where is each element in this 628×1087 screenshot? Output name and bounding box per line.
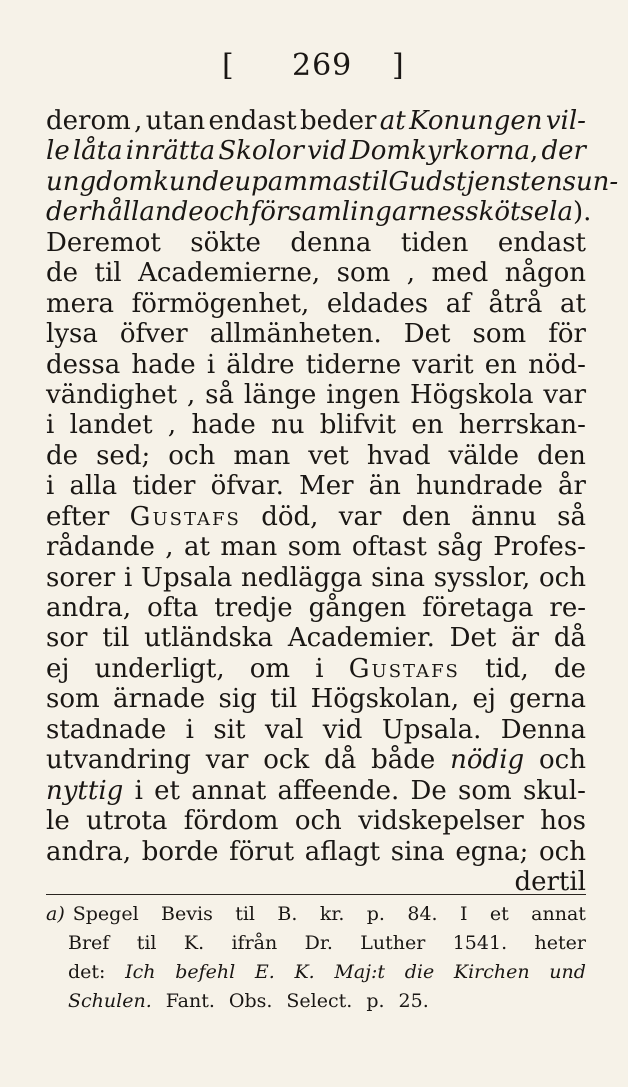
word: hundrade xyxy=(416,471,543,502)
word: le xyxy=(46,806,70,837)
text-line xyxy=(46,502,586,532)
word: vändighet xyxy=(46,379,178,410)
word: församlingarnes xyxy=(250,197,466,228)
word: oftast xyxy=(351,532,427,563)
text-line xyxy=(46,563,586,593)
text-line xyxy=(46,806,586,836)
word: andra, xyxy=(46,593,132,623)
word: borde xyxy=(141,836,219,867)
word: beder xyxy=(299,106,377,136)
text-line xyxy=(46,684,586,714)
page-number: 269 xyxy=(292,48,353,83)
word: 1541. xyxy=(452,932,508,954)
word: underligt, xyxy=(94,653,225,684)
word: endast xyxy=(497,227,586,258)
text-line xyxy=(46,532,586,562)
text-line xyxy=(46,380,586,410)
word: p. xyxy=(366,903,385,925)
header-bracket-left: [ xyxy=(222,48,234,83)
word: mera xyxy=(46,288,114,319)
word: und xyxy=(549,961,586,983)
word: Spegel xyxy=(72,903,139,925)
word: Denna xyxy=(500,714,586,745)
word: hos xyxy=(540,806,586,837)
word: såg xyxy=(437,532,483,563)
word: än xyxy=(368,471,401,502)
word: som xyxy=(46,684,100,715)
word: efter xyxy=(46,501,110,532)
body-text xyxy=(46,106,619,897)
word: sed; xyxy=(96,440,151,471)
word: ock xyxy=(263,745,310,776)
word: Profes- xyxy=(493,532,586,563)
word: Domkyrkorna, xyxy=(349,136,539,167)
text-line xyxy=(46,441,586,471)
word: blifvit xyxy=(319,410,397,441)
word: a). xyxy=(557,197,592,228)
word: länge xyxy=(243,379,317,410)
footnote-marker: a) xyxy=(46,903,65,925)
word: någon xyxy=(504,258,586,289)
word: är xyxy=(511,623,540,654)
word: alla xyxy=(69,471,118,502)
word: så xyxy=(205,379,234,410)
word: och xyxy=(539,745,586,776)
word: Högskolan, xyxy=(310,684,460,715)
word: vil- xyxy=(545,106,586,136)
word: var xyxy=(205,745,249,776)
word: åtrå xyxy=(488,288,543,319)
word: inrätta xyxy=(125,136,216,167)
word: sysslor, xyxy=(433,562,531,593)
word: et xyxy=(154,775,180,806)
word: befehl xyxy=(175,961,236,983)
word: Kirchen xyxy=(453,961,530,983)
word: Bevis xyxy=(161,903,213,925)
word: De xyxy=(410,775,447,806)
word: tiden xyxy=(400,227,469,258)
word: som xyxy=(287,532,342,563)
word: Academier. xyxy=(287,623,435,654)
word: endast xyxy=(208,106,297,136)
word: B. xyxy=(277,903,298,925)
word: 25. xyxy=(398,990,429,1012)
word: en xyxy=(484,349,517,380)
word: de xyxy=(553,653,586,684)
word: stadnade xyxy=(46,714,167,745)
footnote-line xyxy=(46,987,586,1016)
word: Konungen xyxy=(409,106,543,136)
word: sig xyxy=(218,684,257,715)
text-line xyxy=(46,410,586,440)
word: och xyxy=(203,197,251,228)
word: var xyxy=(338,501,382,532)
word: ännu xyxy=(470,501,537,532)
word: gerna xyxy=(509,684,586,715)
word: som xyxy=(472,319,527,350)
word: andra, xyxy=(46,836,132,867)
word: hvad xyxy=(366,440,431,471)
word: utan xyxy=(145,106,206,136)
word: le xyxy=(46,136,70,167)
footnote-line xyxy=(46,929,586,958)
word: Gudstjenstens xyxy=(388,166,576,197)
word: annat xyxy=(531,903,586,925)
word: i xyxy=(46,410,55,441)
word: kr. xyxy=(319,903,345,925)
word: nöd- xyxy=(528,349,586,380)
word: , xyxy=(134,106,143,136)
word: förut xyxy=(229,836,295,867)
word: och xyxy=(539,562,586,593)
word: vidskepelser xyxy=(358,806,524,837)
word: tid, xyxy=(485,653,529,684)
word: för xyxy=(548,319,586,350)
word: at xyxy=(184,532,210,563)
word: tiderne xyxy=(305,349,402,380)
word: til xyxy=(136,932,157,954)
word: de xyxy=(46,258,79,289)
word: til xyxy=(235,903,256,925)
word: tider xyxy=(132,471,196,502)
word: Det xyxy=(449,623,497,654)
footnote-line xyxy=(46,958,586,987)
word: öfver xyxy=(119,319,188,350)
word: Gustafs xyxy=(129,501,241,532)
word: til xyxy=(94,258,122,289)
word: ej xyxy=(46,653,70,684)
word: nu xyxy=(270,410,305,441)
word: re- xyxy=(549,593,586,623)
word: et xyxy=(489,903,509,925)
word: un- xyxy=(575,166,619,197)
word: Det xyxy=(403,319,451,350)
word: hade xyxy=(191,410,256,441)
word: då xyxy=(553,623,586,654)
word: i xyxy=(206,349,216,380)
word: skötsel xyxy=(465,197,558,228)
word: i xyxy=(123,562,133,593)
word: Obs. xyxy=(228,990,273,1012)
word: K. xyxy=(294,961,315,983)
word: tredje xyxy=(214,593,293,623)
word: derom xyxy=(46,106,131,136)
word: och xyxy=(294,806,342,837)
word: så xyxy=(557,501,586,532)
word: heter xyxy=(534,932,586,954)
word: Academierne, xyxy=(138,258,321,289)
word: sit xyxy=(213,714,246,745)
word: Dr. xyxy=(304,932,333,954)
word: med xyxy=(431,258,489,289)
text-line xyxy=(46,197,592,228)
word: Deremot xyxy=(46,227,161,258)
word: Högskola xyxy=(409,379,534,410)
word: upammas xyxy=(234,166,362,197)
word: die xyxy=(404,961,435,983)
text-line xyxy=(46,654,586,684)
word: Maj:t xyxy=(334,961,386,983)
word: om xyxy=(249,653,291,684)
word: ingen xyxy=(326,379,401,410)
word: Ich xyxy=(125,961,156,983)
word: sina xyxy=(371,562,426,593)
word: i xyxy=(46,471,55,502)
text-line xyxy=(46,745,586,775)
word: lysa xyxy=(46,319,98,350)
text-line xyxy=(46,471,586,501)
word: Skolor xyxy=(218,136,304,167)
word: Schulen. xyxy=(68,990,152,1012)
word: Upsala xyxy=(141,562,233,593)
word: skul- xyxy=(522,775,586,806)
word: i xyxy=(185,714,194,745)
word: utländska xyxy=(144,623,274,654)
text-line xyxy=(46,258,586,288)
word: til xyxy=(270,684,298,715)
text-line xyxy=(46,106,586,136)
footnotes xyxy=(46,900,586,1016)
word: död, xyxy=(261,501,319,532)
word: ofta xyxy=(147,593,199,623)
text-line xyxy=(46,593,586,623)
word: den xyxy=(537,440,586,471)
word: Upsala. xyxy=(381,714,482,745)
word: ärnade xyxy=(112,684,206,715)
word: och xyxy=(168,440,216,471)
text-line xyxy=(46,228,586,258)
text-line xyxy=(46,166,619,197)
text-line xyxy=(46,837,586,867)
word: gången xyxy=(308,593,407,623)
word: vid xyxy=(322,714,363,745)
header-bracket-right: ] xyxy=(392,48,404,83)
word: Select. xyxy=(286,990,353,1012)
word: både xyxy=(371,745,436,776)
word: det: xyxy=(68,961,106,983)
text-line xyxy=(46,319,586,349)
word: dertil xyxy=(514,866,586,897)
word: af xyxy=(445,288,471,319)
word: eldades xyxy=(326,288,429,319)
word: til xyxy=(102,623,130,654)
word: och xyxy=(539,836,586,867)
word: E. xyxy=(254,961,275,983)
word: at xyxy=(560,288,586,319)
word: var xyxy=(543,379,586,410)
word: sorer xyxy=(46,562,116,593)
word: 84. xyxy=(407,903,438,925)
text-line xyxy=(46,623,586,653)
word: låta xyxy=(72,136,123,167)
word: som xyxy=(458,775,512,806)
word: den xyxy=(401,501,451,532)
word: man xyxy=(233,440,291,471)
word: herrskan- xyxy=(458,410,586,441)
word: til xyxy=(361,166,389,197)
word: varit xyxy=(412,349,474,380)
word: nedlägga xyxy=(241,562,363,593)
word: Luther xyxy=(360,932,426,954)
word: der xyxy=(541,136,586,167)
word: val xyxy=(264,714,304,745)
word: utvandring xyxy=(46,745,191,776)
word: ifrån xyxy=(231,932,278,954)
word: i xyxy=(134,775,143,806)
footnote-rule xyxy=(46,894,586,895)
word: , xyxy=(406,258,416,289)
text-line xyxy=(46,289,586,319)
word: sina xyxy=(390,836,445,867)
word: sor xyxy=(46,623,88,654)
word: företaga xyxy=(422,593,534,623)
word: nyttig xyxy=(46,775,124,806)
word: man xyxy=(220,532,278,563)
word: förmögenhet, xyxy=(131,288,310,319)
word: derhållande xyxy=(46,197,204,228)
word: sökte xyxy=(190,227,261,258)
word: ej xyxy=(472,684,496,715)
word: ungdom xyxy=(46,166,154,197)
word: en xyxy=(411,410,444,441)
word: Fant. xyxy=(165,990,215,1012)
word: annat xyxy=(191,775,267,806)
word: p. xyxy=(366,990,385,1012)
text-line xyxy=(46,776,586,806)
word: at xyxy=(379,106,406,136)
word: äldre xyxy=(226,349,295,380)
word: K. xyxy=(183,932,205,954)
word: hade xyxy=(131,349,196,380)
footnote-line xyxy=(46,900,586,929)
word: välde xyxy=(448,440,520,471)
text-line xyxy=(46,715,586,745)
word: egna; xyxy=(455,836,529,867)
word: denna xyxy=(290,227,372,258)
word: , xyxy=(186,379,196,410)
word: fördom xyxy=(183,806,279,837)
word: vid xyxy=(307,136,347,167)
word: Gustafs xyxy=(348,653,460,684)
word: utrota xyxy=(86,806,168,837)
word: I xyxy=(459,903,468,925)
word: dessa xyxy=(46,349,121,380)
word: nödig xyxy=(450,745,525,776)
word: rådande xyxy=(46,532,155,563)
word: , xyxy=(165,532,174,563)
word: de xyxy=(46,440,79,471)
word: , xyxy=(167,410,177,441)
text-line xyxy=(46,350,586,380)
page-header xyxy=(0,48,628,92)
word: landet xyxy=(69,410,153,441)
word: då xyxy=(324,745,357,776)
word: i xyxy=(315,653,324,684)
text-line xyxy=(46,867,586,897)
word: öfvar. xyxy=(210,471,284,502)
word: Mer xyxy=(299,471,354,502)
word: allmänheten. xyxy=(209,319,382,350)
word: aflagt xyxy=(304,836,381,867)
word: år xyxy=(558,471,586,502)
word: kunde xyxy=(153,166,235,197)
word: affeende. xyxy=(277,775,400,806)
text-line xyxy=(46,136,586,166)
word: vet xyxy=(308,440,349,471)
word: Bref xyxy=(68,932,110,954)
word: som xyxy=(336,258,391,289)
